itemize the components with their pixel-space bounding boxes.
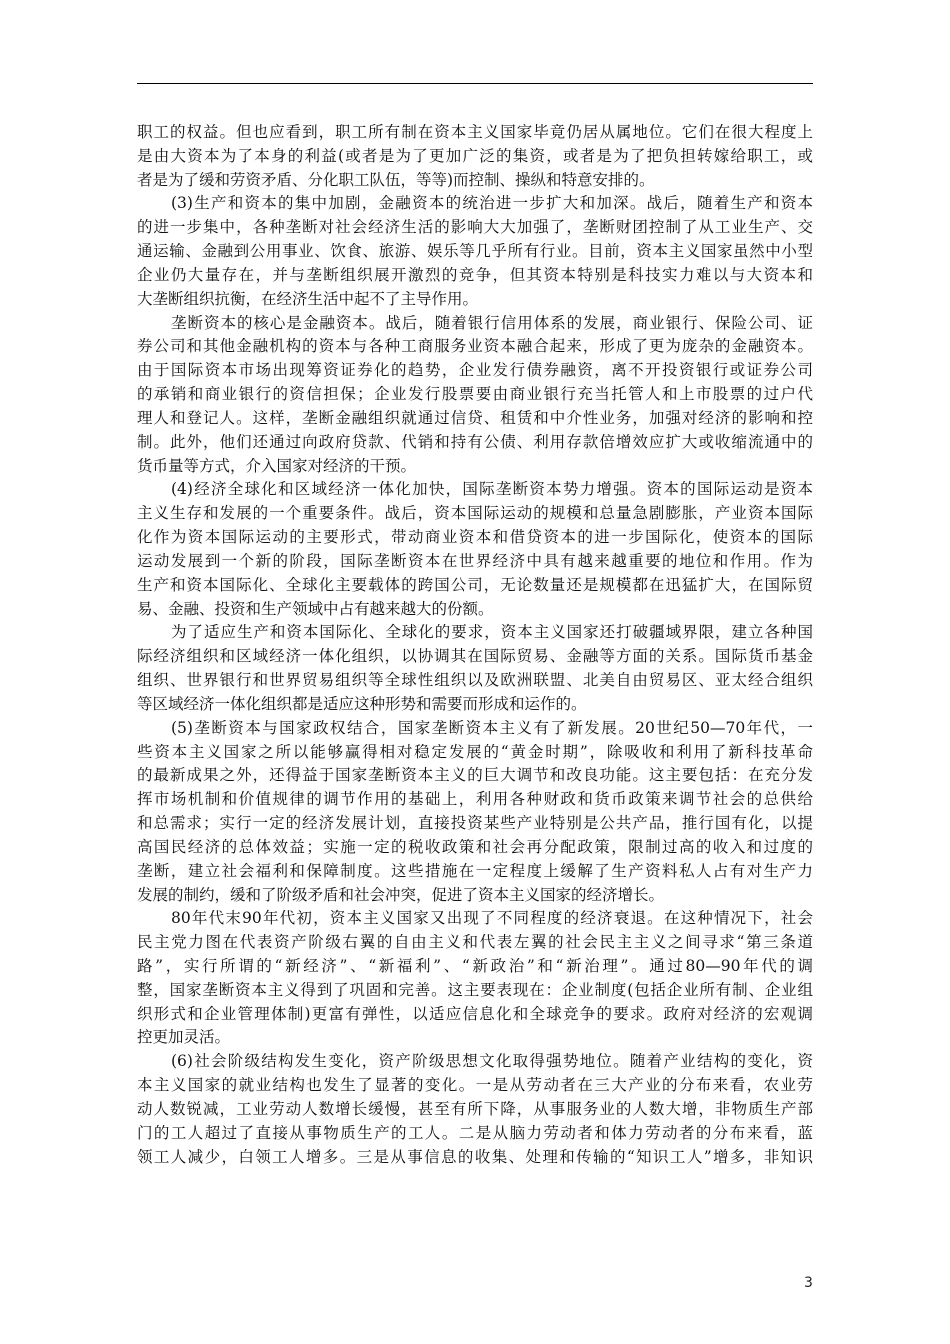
text-line: 动人数锐减，工业劳动人数增长缓慢，甚至有所下降，从事服务业的人数大增，非物质生产部 — [137, 1099, 813, 1118]
paragraph-first-line: 为了适应生产和资本国际化、全球化的要求，资本主义国家还打破疆域界限，建立各种国 — [171, 623, 813, 642]
text-line: 本主义国家的就业结构也发生了显著的变化。一是从劳动者在三大产业的分布来看，农业劳 — [137, 1076, 813, 1095]
text-line: 生产和资本国际化、全球化主要载体的跨国公司，无论数量还是规模都在迅猛扩大，在国际贸 — [137, 575, 813, 594]
text-line: 织形式和企业管理体制)更富有弹性，以适应信息化和全球竞争的要求。政府对经济的宏观调 — [137, 1004, 813, 1023]
paragraph-first-line: 垄断资本的核心是金融资本。战后，随着银行信用体系的发展，商业银行、保险公司、证 — [171, 313, 813, 332]
text-line: 民主党力图在代表资产阶级右翼的自由主义和代表左翼的社会民主主义之间寻求“第三条道 — [137, 933, 813, 952]
text-line: 垄断，建立社会福利和保障制度。这些措施在一定程度上缓解了生产资料私人占有对生产力 — [137, 861, 813, 880]
document-body — [137, 121, 813, 1169]
section-5-heading-line: (5)垄断资本与国家政权结合，国家垄断资本主义有了新发展。20世纪50—70年代，一 — [171, 718, 813, 737]
text-line: 的最新成果之外，还得益于国家垄断资本主义的巨大调节和改良功能。这主要包括：在充分发 — [137, 766, 813, 785]
text-line: 高国民经济的总体效益；实施一定的税收政策和社会再分配政策，限制过高的收入和过度的 — [137, 837, 813, 856]
text-line: 组织、世界银行和世界贸易组织等全球性组织以及欧洲联盟、北美自由贸易区、亚太经合组织 — [137, 671, 813, 690]
header-rule — [137, 83, 813, 84]
text-line: 通运输、金融到公用事业、饮食、旅游、娱乐等几乎所有行业。目前，资本主义国家虽然中小型 — [137, 242, 813, 261]
text-line: 化作为资本国际运动的主要形式，带动商业资本和借贷资本的进一步国际化，使资本的国际 — [137, 528, 813, 547]
text-line: 主义生存和发展的一个重要条件。战后，资本国际运动的规模和总量急剧膨胀，产业资本国际 — [137, 504, 813, 523]
text-line: 券公司和其他金融机构的资本与各种工商服务业资本融合起来，形成了更为庞杂的金融资本。 — [137, 337, 813, 356]
text-line: 是由大资本为了本身的利益(或者是为了更加广泛的集资，或者是为了把负担转嫁给职工，或 — [137, 146, 813, 165]
text-line: 货币量等方式，介入国家对经济的干预。 — [137, 456, 417, 475]
section-3-heading-line: (3)生产和资本的集中加剧，金融资本的统治进一步扩大和加深。战后，随着生产和资本 — [171, 194, 813, 213]
section-6-heading-line: (6)社会阶级结构发生变化，资产阶级思想文化取得强势地位。随着产业结构的变化，资 — [171, 1052, 813, 1071]
text-line: 制。此外，他们还通过向政府贷款、代销和持有公债、利用存款倍增效应扩大或收缩流通中的 — [137, 432, 813, 451]
text-line: 和总需求；实行一定的经济发展计划，直接投资某些产业特别是公共产品，推行国有化，以提 — [137, 814, 813, 833]
text-line: 由于国际资本市场出现筹资证券化的趋势，企业发行债券融资，离不开投资银行或证券公司 — [137, 361, 813, 380]
text-line: 的进一步集中，各种垄断对社会经济生活的影响大大加强了，垄断财团控制了从工业生产、交 — [137, 218, 813, 237]
text-line: 职工的权益。但也应看到，职工所有制在资本主义国家毕竟仍居从属地位。它们在很大程度上 — [137, 123, 813, 141]
paragraph-first-line: 80年代末90年代初，资本主义国家又出现了不同程度的经济衰退。在这种情况下，社会 — [171, 909, 813, 928]
text-line: 者是为了缓和劳资矛盾、分化职工队伍，等等)而控制、操纵和特意安排的。 — [137, 170, 655, 189]
text-line: 企业仍大量存在，并与垄断组织展开激烈的竞争，但其资本特别是科技实力难以与大资本和 — [137, 265, 813, 284]
text-line: 运动发展到一个新的阶段，国际垄断资本在世界经济中具有越来越重要的地位和作用。作为 — [137, 551, 813, 570]
text-line: 控更加灵活。 — [137, 1028, 231, 1047]
text-line: 领工人减少，白领工人增多。三是从事信息的收集、处理和传输的“知识工人”增多，非知识 — [137, 1147, 813, 1166]
text-line: 门的工人超过了直接从事物质生产的工人。二是从脑力劳动者和体力劳动者的分布来看，蓝 — [137, 1123, 813, 1142]
text-line: 大垄断组织抗衡，在经济生活中起不了主导作用。 — [137, 289, 479, 308]
page-number: 3 — [804, 1275, 813, 1291]
section-4-heading-line: (4)经济全球化和区域经济一体化加快，国际垄断资本势力增强。资本的国际运动是资本 — [171, 480, 813, 499]
text-line: 等区域经济一体化组织都是适应这种形势和需要而形成和运作的。 — [137, 694, 587, 713]
text-line: 易、金融、投资和生产领域中占有越来越大的份额。 — [137, 599, 494, 618]
text-line: 际经济组织和区域经济一体化组织，以协调其在国际贸易、金融等方面的关系。国际货币基金 — [137, 647, 813, 666]
text-line: 发展的制约，缓和了阶级矛盾和社会冲突，促进了资本主义国家的经济增长。 — [137, 885, 665, 904]
text-line: 的承销和商业银行的资信担保；企业发行股票要由商业银行充当托管人和上市股票的过户代 — [137, 385, 813, 404]
text-line: 理人和登记人。这样，垄断金融组织就通过信贷、租赁和中介性业务，加强对经济的影响和控 — [137, 408, 813, 427]
text-line: 路”，实行所谓的“新经济”、“新福利”、“新政治”和“新治理”。通过80—90年代的调 — [137, 956, 813, 975]
text-line: 挥市场机制和价值规律的调节作用的基础上，利用各种财政和货币政策来调节社会的总供给 — [137, 790, 813, 809]
text-line: 些资本主义国家之所以能够赢得相对稳定发展的“黄金时期”，除吸收和利用了新科技革命 — [137, 742, 813, 761]
text-line: 整，国家垄断资本主义得到了巩固和完善。这主要表现在：企业制度(包括企业所有制、企业组 — [137, 980, 813, 999]
